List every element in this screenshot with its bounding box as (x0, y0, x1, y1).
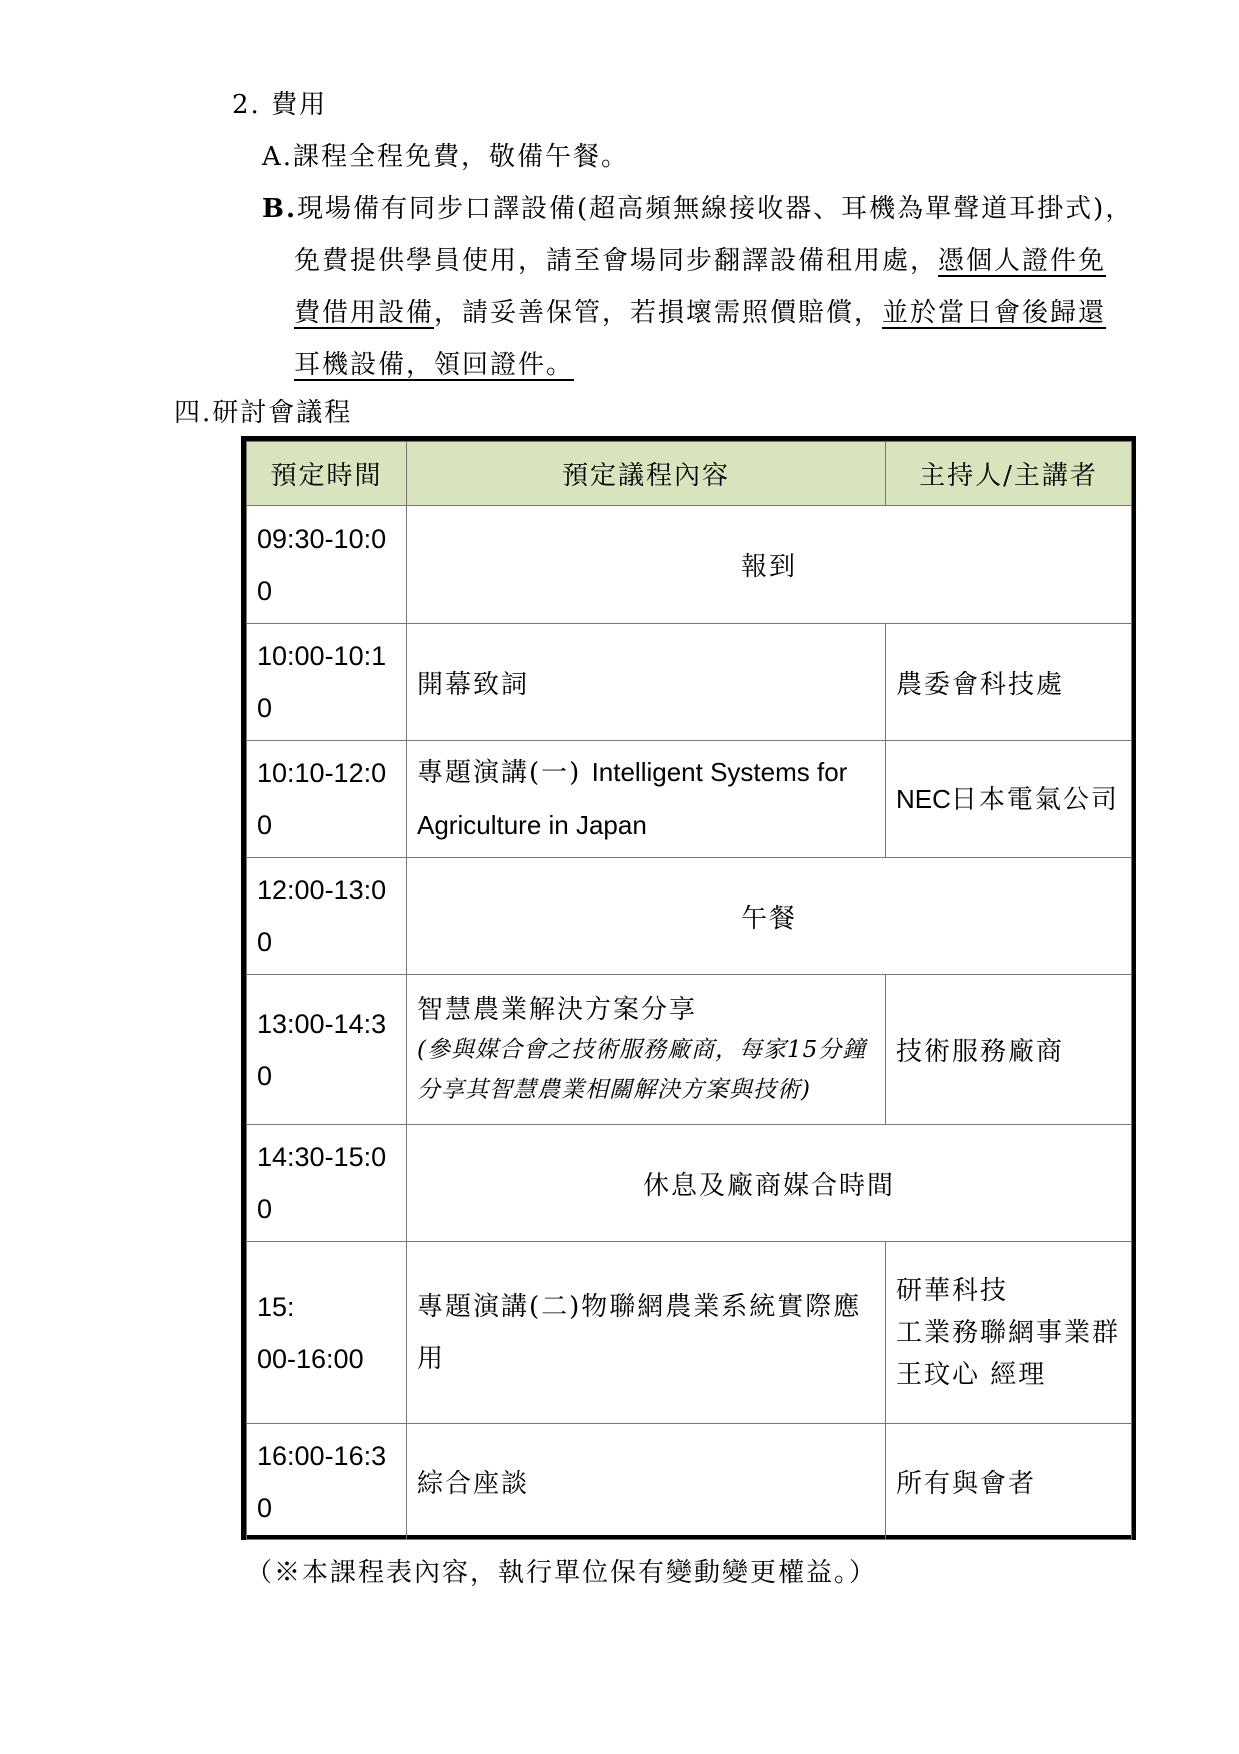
row-content-prefix: 專題演講(一) (417, 758, 592, 788)
row-host-line: 研華科技 (896, 1275, 1009, 1306)
row-content: 休息及廠商媒合時間 (407, 1125, 1132, 1242)
row-host-text: 日本電氣公司 (950, 784, 1119, 815)
footnote: （※本課程表內容，執行單位保有變動變更權益。） (246, 1558, 878, 1588)
row-content: 開幕致詞 (407, 624, 886, 741)
row-host (886, 741, 1132, 858)
fees-item-b-text1: 現場備有同步口譯設備(超高頻無線接收器、耳機為單聲道耳掛式)， (297, 194, 1134, 224)
row-content: 專題演講(二)物聯網農業系統實際應用 (407, 1242, 886, 1424)
fees-item-a-text: 課程全程免費，敬備午餐。 (293, 142, 630, 172)
row-host: 所有與會者 (886, 1424, 1132, 1540)
row-content (407, 741, 886, 858)
row-content-english: Intelligent Systems for Agriculture in Japan (417, 757, 848, 840)
fees-item-a (262, 140, 629, 174)
table-row (247, 975, 1132, 1125)
row-time: 10:10-12:0 0 (247, 741, 407, 858)
header-host: 主持人/主講者 (886, 442, 1132, 506)
row-host: 技術服務廠商 (886, 975, 1132, 1125)
fees-item-b-line2 (294, 244, 1106, 278)
row-host-line: 王玟心 經理 (896, 1359, 1047, 1390)
table-row (247, 1242, 1132, 1424)
header-content: 預定議程內容 (407, 442, 886, 506)
row-content: 綜合座談 (407, 1424, 886, 1540)
agenda-heading: 四.研討會議程 (174, 398, 353, 428)
table-row (247, 858, 1132, 975)
row-content: 午餐 (407, 858, 1132, 975)
row-content-note: (參與媒合會之技術服務廠商，每家15分鐘分享其智慧農業相關解決方案與技術) (417, 1036, 867, 1103)
fees-item-b-line3 (294, 296, 1106, 330)
row-host: 農委會科技處 (886, 624, 1132, 741)
fees-item-b-text3-underlined-a: 費借用設備 (294, 298, 435, 328)
row-time: 13:00-14:3 0 (247, 975, 407, 1125)
row-time: 09:30-10:0 0 (247, 506, 407, 624)
table-row (247, 624, 1132, 741)
agenda-table (241, 436, 1136, 1540)
row-time: 14:30-15:0 0 (247, 1125, 407, 1242)
header-time: 預定時間 (247, 442, 407, 506)
table-row (247, 1424, 1132, 1540)
fees-item-b-text2: 免費提供學員使用，請至會場同步翻譯設備租用處， (294, 246, 939, 276)
fees-item-b-marker: B. (262, 194, 298, 224)
row-content (407, 975, 886, 1125)
fees-item-b-line4 (294, 348, 574, 382)
row-content-title: 智慧農業解決方案分享 (417, 994, 698, 1025)
table-row (247, 741, 1132, 858)
agenda-header-row (247, 442, 1132, 506)
table-row (247, 1125, 1132, 1242)
fees-item-b-text4-underlined: 耳機設備，領回證件。 (294, 350, 575, 380)
fees-item-b-text2-underlined: 憑個人證件免 (938, 246, 1107, 276)
fees-item-a-marker: A. (262, 142, 294, 172)
fees-item-b-text3: ，請妥善保管，若損壞需照價賠償， (434, 298, 883, 328)
row-host-prefix: NEC (896, 783, 951, 814)
row-time: 12:00-13:0 0 (247, 858, 407, 975)
row-time: 15: 00-16:00 (247, 1242, 407, 1424)
fees-heading: 2. 費用 (232, 90, 328, 120)
row-content: 報到 (407, 506, 1132, 624)
fees-item-b-line1 (262, 192, 1133, 226)
fees-item-b-text3-underlined-b: 並於當日會後歸還 (882, 298, 1107, 328)
row-time: 16:00-16:3 0 (247, 1424, 407, 1540)
table-row (247, 506, 1132, 624)
row-host-line: 工業務聯網事業群 (896, 1317, 1121, 1348)
row-time: 10:00-10:1 0 (247, 624, 407, 741)
row-host (886, 1242, 1132, 1424)
